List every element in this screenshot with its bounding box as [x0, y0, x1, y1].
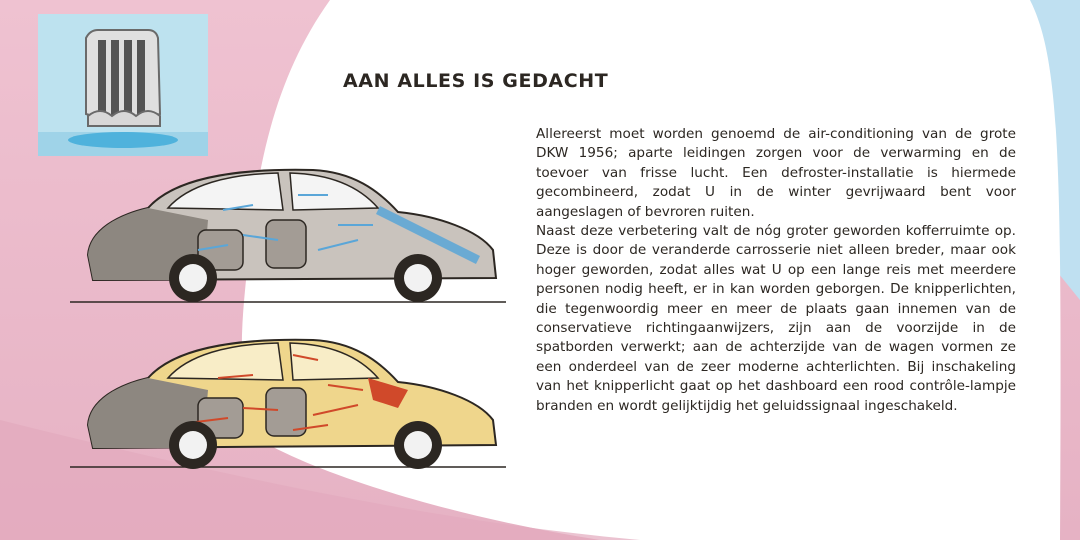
car-cutaway-ventilation-illustration: [78, 160, 508, 310]
page-title: AAN ALLES IS GEDACHT: [343, 70, 609, 92]
body-text: [536, 125, 1016, 416]
radiator-grille-icon: [38, 14, 208, 156]
paragraph: Naast deze verbetering valt de nóg groter geworden kofferruimte op. Deze is door de veranderde carrosserie niet alleen breder, maar ook hoger geworden, zodat alles wat U op een lange reis met meerdere personen nodig heeft, er in kan worden geborgen. De knipperlichten, die tegenwoordig meer en meer de plaats gaan innemen van de conservatieve richtingaanwijzers, zijn aan de voorzijde in de spatborden verwerkt; aan de achterzijde van de wagen vormen ze een onderdeel van de zeer moderne achterlichten. Bij inschakeling van het knipperlicht gaat op het dashboard een rood contrôle-lampje branden en wordt gelijktijdig het geluidssignaal ingeschakeld.: [536, 223, 1016, 414]
car-cutaway-heating-illustration: [78, 330, 508, 475]
paragraph: Allereerst moet worden genoemd de air-conditioning van de grote DKW 1956; aparte leidingen zorgen voor de verwarming en de toevoer van frisse lucht. Een defroster-installatie is hiermede gecombineerd, zodat U in de winter gevrijwaard bent voor aangeslagen of bevroren ruiten.: [536, 126, 1016, 220]
